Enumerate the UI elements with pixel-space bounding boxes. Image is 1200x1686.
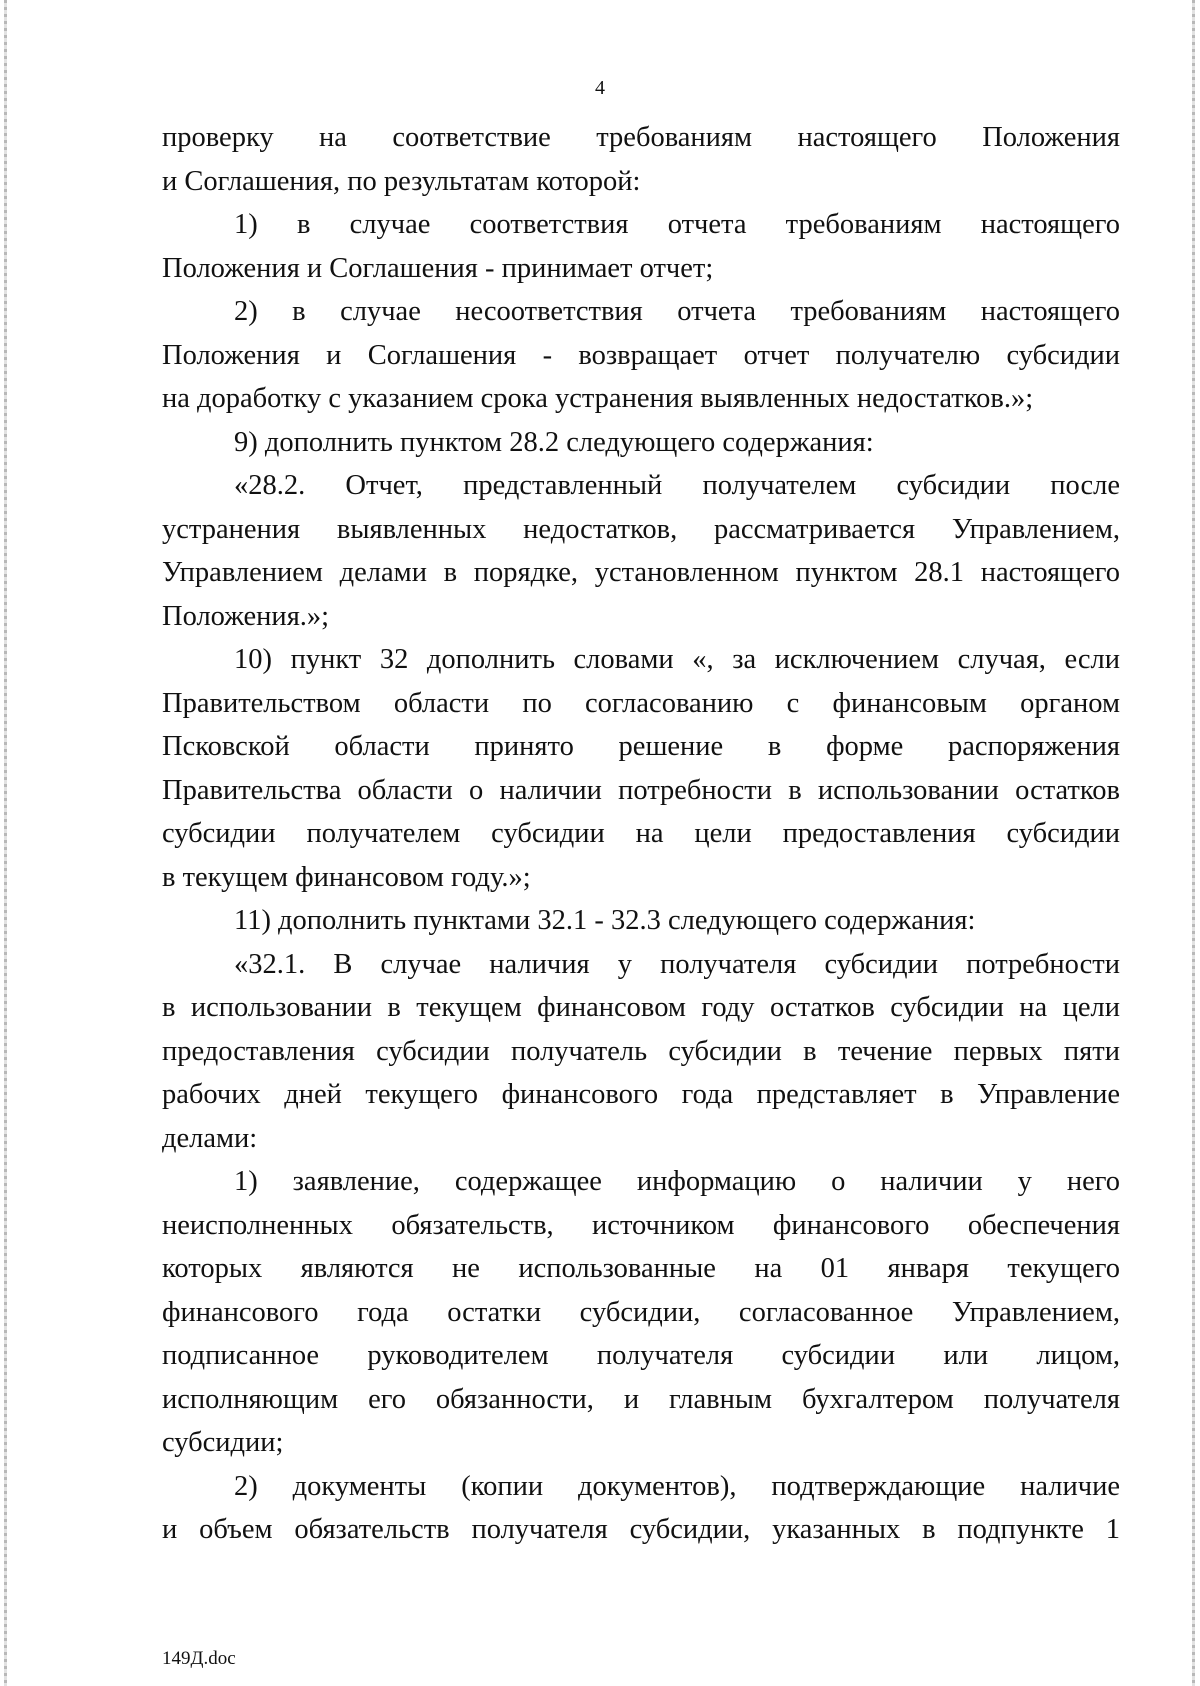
- text-line: неисполненных обязательств, источником финансового обеспечения: [162, 1209, 1120, 1241]
- text-line: Управлением делами в порядке, установленном пунктом 28.1 настоящего: [162, 557, 1120, 588]
- text-line: 11) дополнить пунктами 32.1 - 32.3 следующего содержания:: [234, 905, 976, 936]
- text-line: и Соглашения, по результатам которой:: [162, 165, 641, 197]
- text-line: 9) дополнить пунктом 28.2 следующего содержания:: [234, 426, 874, 458]
- text-line: Правительства области о наличии потребности в использовании остатков: [162, 774, 1120, 806]
- text-line: «32.1. В случае наличия у получателя субсидии потребности: [234, 948, 1120, 980]
- text-line: подписанное руководителем получателя субсидии или лицом,: [162, 1340, 1120, 1371]
- text-line: субсидии получателем субсидии на цели предоставления субсидии: [162, 818, 1120, 849]
- text-line: «28.2. Отчет, представленный получателем субсидии после: [234, 470, 1120, 501]
- page-number: 4: [595, 77, 605, 99]
- text-line: 2) документы (копии документов), подтверждающие наличие: [234, 1470, 1120, 1502]
- text-line: в текущем финансовом году.»;: [162, 861, 531, 893]
- text-line: Положения и Соглашения - принимает отчет;: [162, 252, 714, 284]
- text-line: 10) пункт 32 дополнить словами «, за исключением случая, если: [234, 644, 1120, 675]
- text-line: 1) заявление, содержащее информацию о наличии у него: [234, 1166, 1120, 1197]
- scan-edge-right: [1192, 0, 1195, 1686]
- footer-filename: 149Д.doc: [162, 1648, 236, 1669]
- text-line: которых являются не использованные на 01 января текущего: [162, 1253, 1120, 1284]
- text-line: Правительством области по согласованию с финансовым органом: [162, 687, 1120, 719]
- text-line: и объем обязательств получателя субсидии, указанных в подпункте 1: [162, 1514, 1120, 1545]
- text-line: в использовании в текущем финансовом году остатков субсидии на цели: [162, 992, 1120, 1023]
- text-line: Положения.»;: [162, 600, 330, 632]
- text-line: рабочих дней текущего финансового года представляет в Управление: [162, 1079, 1120, 1110]
- text-line: предоставления субсидии получатель субсидии в течение первых пяти: [162, 1035, 1120, 1067]
- text-line: Псковской области принято решение в форме распоряжения: [162, 731, 1120, 762]
- text-line: устранения выявленных недостатков, рассматривается Управлением,: [162, 513, 1120, 545]
- text-line: субсидии;: [162, 1427, 284, 1458]
- scan-edge-left: [4, 0, 7, 1686]
- text-line: исполняющим его обязанности, и главным бухгалтером получателя: [162, 1383, 1120, 1415]
- document-body: [162, 116, 1120, 1552]
- text-line: Положения и Соглашения - возвращает отчет получателю субсидии: [162, 339, 1120, 371]
- text-line: 2) в случае несоответствия отчета требованиям настоящего: [234, 296, 1120, 327]
- text-line: делами:: [162, 1122, 258, 1154]
- text-line: финансового года остатки субсидии, согласованное Управлением,: [162, 1296, 1120, 1328]
- text-line: проверку на соответствие требованиям настоящего Положения: [162, 122, 1120, 153]
- text-line: 1) в случае соответствия отчета требованиям настоящего: [234, 209, 1120, 240]
- text-line: на доработку с указанием срока устранения выявленных недостатков.»;: [162, 383, 1034, 414]
